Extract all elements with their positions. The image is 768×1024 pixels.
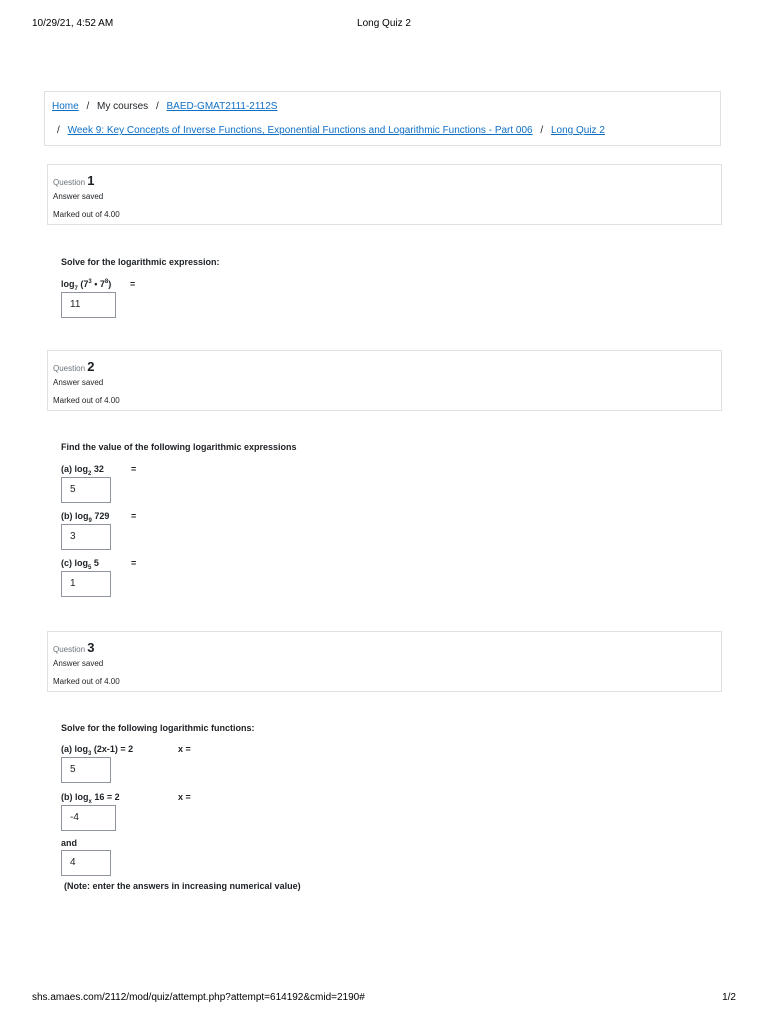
breadcrumb-week-link[interactable]: Week 9: Key Concepts of Inverse Functions, Exponential Functions and Logarithmic Functions - Part 006 xyxy=(67,125,533,136)
and-label: and xyxy=(61,838,78,848)
question-3-text: Solve for the following logarithmic functions: xyxy=(61,723,255,733)
question-2c-expression: (c) $\log_5 5$ xyxy=(61,558,99,571)
question-label: Question xyxy=(53,645,86,654)
question-label: Question xyxy=(53,364,86,373)
question-number: 2 xyxy=(87,359,95,374)
question-1-text: Solve for the logarithmic expression: xyxy=(61,257,220,267)
breadcrumb-separator: / xyxy=(57,125,60,136)
question-grade: Marked out of 4.00 xyxy=(53,210,120,219)
print-page-title: Long Quiz 2 xyxy=(357,18,411,29)
breadcrumb-course-link[interactable]: BAED-GMAT2111-2112S xyxy=(166,101,278,112)
answer-field-q1[interactable]: 11 xyxy=(61,292,116,318)
answer-field-q2a[interactable]: 5 xyxy=(61,477,111,503)
question-grade: Marked out of 4.00 xyxy=(53,396,120,405)
question-state: Answer saved xyxy=(53,659,104,668)
equals-sign: = xyxy=(131,558,137,568)
question-3a-expression: (a) $\log_3 (2x-1) = 2$ xyxy=(61,744,134,757)
question-2a-expression: (a) $\log_2 32$ xyxy=(61,464,104,477)
print-page-number: 1/2 xyxy=(722,992,736,1003)
equals-sign: = xyxy=(130,279,136,289)
print-url: shs.amaes.com/2112/mod/quiz/attempt.php?attempt=614192&cmid=2190# xyxy=(32,992,365,1003)
breadcrumb-home-link[interactable]: Home xyxy=(52,101,79,112)
breadcrumb-separator: / xyxy=(86,101,90,112)
question-2b-expression: (b) $\log_9 729$ xyxy=(61,511,110,524)
question-2-info xyxy=(47,350,722,411)
breadcrumb-quiz-link[interactable]: Long Quiz 2 xyxy=(550,125,605,136)
breadcrumb-separator: / xyxy=(155,101,159,112)
question-label: Question xyxy=(53,178,86,187)
breadcrumb xyxy=(44,91,721,146)
question-state: Answer saved xyxy=(53,378,104,387)
question-2-text: Find the value of the following logarithmic expressions xyxy=(61,442,297,452)
print-footer xyxy=(32,992,736,1006)
answer-note: (Note: enter the answers in increasing numerical value) xyxy=(64,881,301,891)
equals-sign: = xyxy=(131,511,137,521)
question-1-info xyxy=(47,164,722,225)
answer-field-q2b[interactable]: 3 xyxy=(61,524,111,550)
equals-sign: = xyxy=(131,464,137,474)
answer-field-q3a[interactable]: 5 xyxy=(61,757,111,783)
breadcrumb-my-courses: My courses xyxy=(97,101,149,112)
question-state: Answer saved xyxy=(53,192,104,201)
question-number: 3 xyxy=(87,640,95,655)
breadcrumb-separator: / xyxy=(540,125,544,136)
answer-field-q2c[interactable]: 1 xyxy=(61,571,111,597)
question-3-info xyxy=(47,631,722,692)
question-1-expression: $\log_7 (7^3$ • $7^8$) xyxy=(61,279,112,292)
answer-field-q3b-1[interactable]: -4 xyxy=(61,805,116,831)
question-number: 1 xyxy=(87,173,95,188)
print-datetime: 10/29/21, 4:52 AM xyxy=(32,18,114,29)
print-header xyxy=(32,18,736,32)
answer-field-q3b-2[interactable]: 4 xyxy=(61,850,111,876)
x-equals-label: x = xyxy=(178,744,191,754)
question-3b-expression: (b) $\log_x 16 = 2$ xyxy=(61,792,120,805)
question-grade: Marked out of 4.00 xyxy=(53,677,120,686)
x-equals-label: x = xyxy=(178,792,191,802)
